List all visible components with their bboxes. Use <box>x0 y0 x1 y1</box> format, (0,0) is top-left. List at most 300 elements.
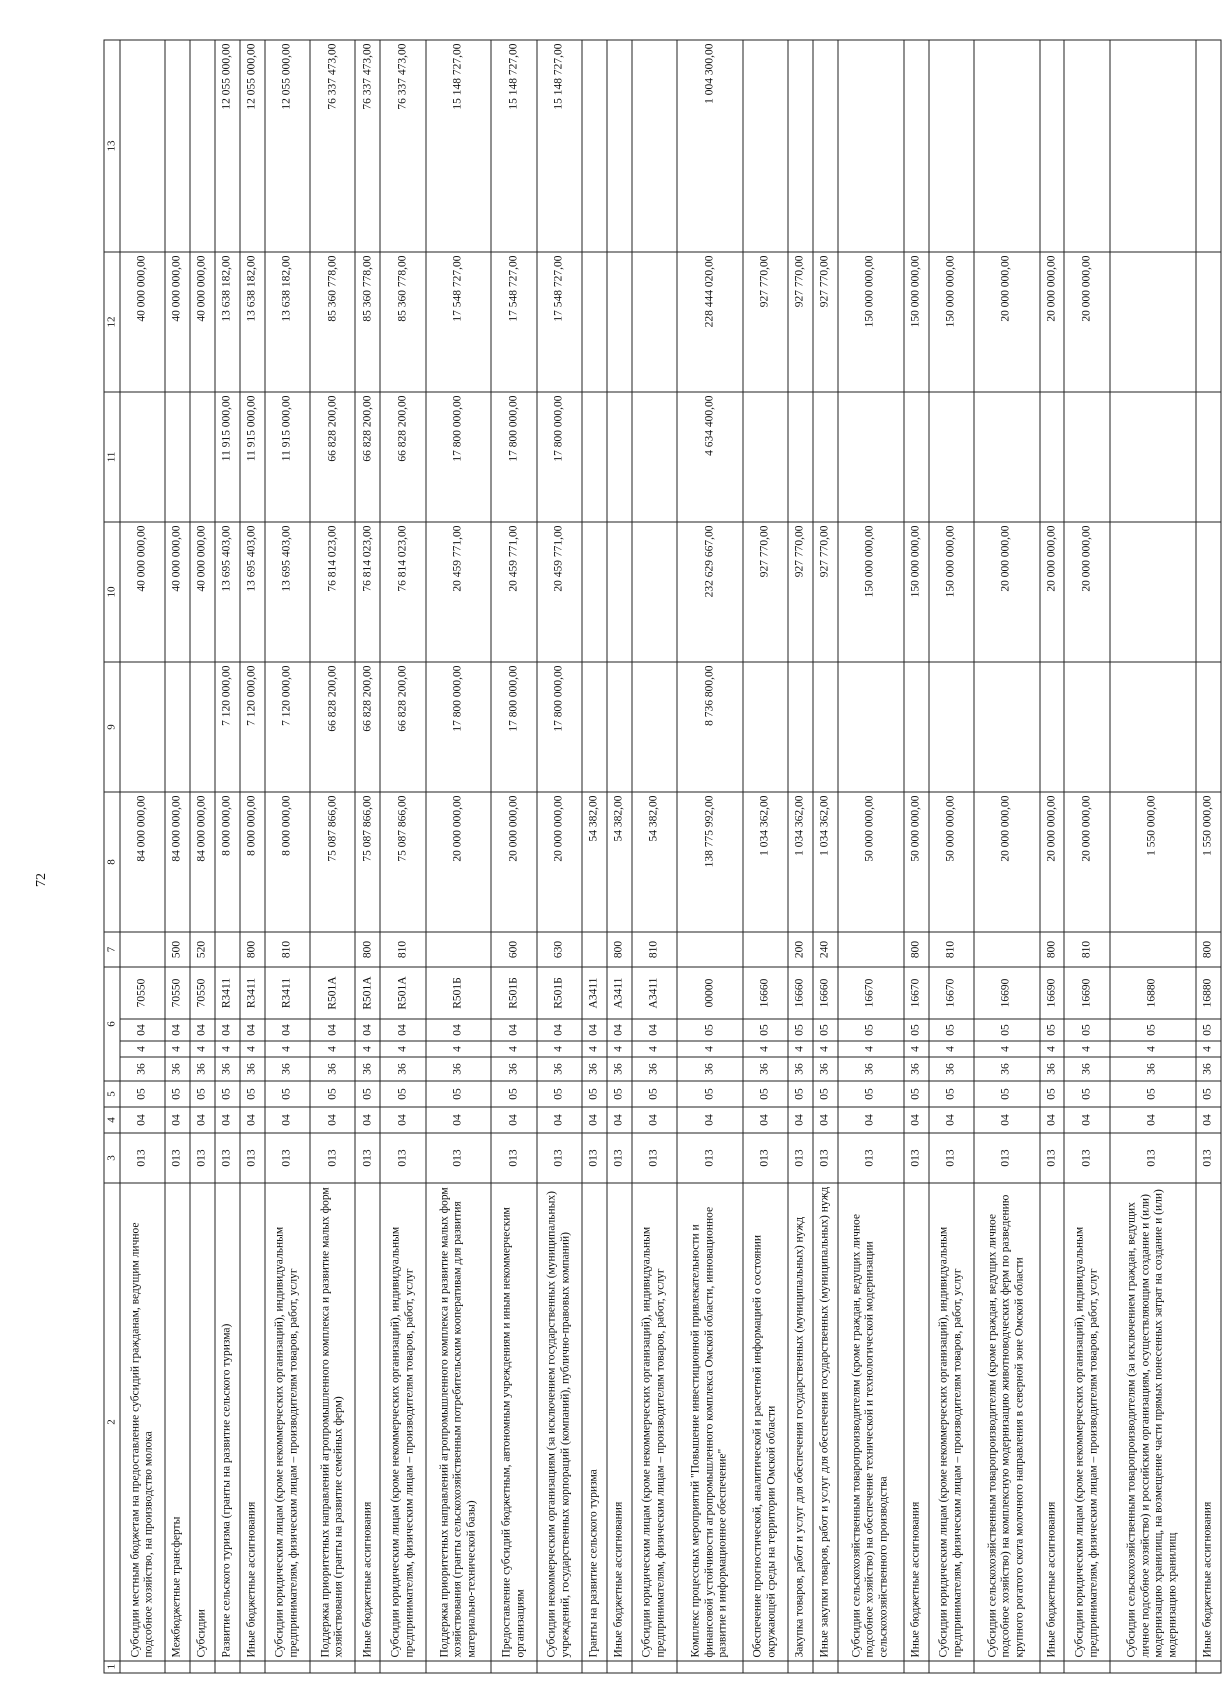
code-4-cell: 04 <box>310 1107 355 1133</box>
amount-10-cell: 927 770,00 <box>813 522 838 662</box>
code-5-cell: 05 <box>632 1081 677 1107</box>
amount-11-cell: 11 915 000,00 <box>215 392 240 522</box>
item-name-cell: Предоставление субсидий бюджетным, автономным учреждениям и иным некоммерческим организациям <box>491 1183 536 1661</box>
code-7-cell: 800 <box>904 932 929 967</box>
code-4-cell: 04 <box>607 1107 632 1133</box>
target-code-direction-cell: 16880 <box>1110 967 1196 1019</box>
target-code-element-cell: 04 <box>607 1019 632 1041</box>
table-row <box>215 40 240 1673</box>
item-name-cell: Иные бюджетные ассигнования <box>1196 1183 1221 1661</box>
amount-9-cell <box>190 662 215 792</box>
code-7-cell: 800 <box>355 932 380 967</box>
code-5-cell: 05 <box>355 1081 380 1107</box>
amount-11-cell: 4 634 400,00 <box>677 392 743 522</box>
item-name-cell: Поддержка приоритетных направлений агропромышленного комплекса и развитие малых форм хозяйствования (гранты на развитие семейных ферм) <box>310 1183 355 1661</box>
code-7-cell: 810 <box>265 932 310 967</box>
target-code-type-cell: 4 <box>265 1041 310 1057</box>
code-3-cell: 013 <box>265 1133 310 1183</box>
amount-10-cell: 20 459 771,00 <box>491 522 536 662</box>
target-code-program-cell: 36 <box>904 1057 929 1081</box>
code-4-cell: 04 <box>1196 1107 1221 1133</box>
col-header-2: 2 <box>104 1183 120 1661</box>
amount-13-cell <box>838 40 904 252</box>
target-code-program-cell: 36 <box>265 1057 310 1081</box>
amount-12-cell <box>1110 252 1196 392</box>
target-code-program-cell: 36 <box>491 1057 536 1081</box>
target-code-element-cell: 04 <box>190 1019 215 1041</box>
code-4-cell: 04 <box>426 1107 492 1133</box>
item-name-cell: Субсидии <box>190 1183 215 1661</box>
target-code-direction-cell: 16670 <box>929 967 974 1019</box>
table-row <box>677 40 743 1673</box>
code-7-cell: 810 <box>380 932 425 967</box>
code-3-cell: 013 <box>904 1133 929 1183</box>
target-code-direction-cell: 16690 <box>974 967 1040 1019</box>
code-4-cell: 04 <box>582 1107 607 1133</box>
amount-12-cell: 228 444 020,00 <box>677 252 743 392</box>
code-7-cell: 240 <box>813 932 838 967</box>
code-5-cell: 05 <box>426 1081 492 1107</box>
amount-10-cell: 232 629 667,00 <box>677 522 743 662</box>
code-5-cell: 05 <box>582 1081 607 1107</box>
code-4-cell: 04 <box>380 1107 425 1133</box>
target-code-type-cell: 4 <box>904 1041 929 1057</box>
amount-13-cell: 15 148 727,00 <box>537 40 582 252</box>
amount-13-cell <box>974 40 1040 252</box>
amount-13-cell: 15 148 727,00 <box>426 40 492 252</box>
table-body <box>120 40 1221 1673</box>
amount-12-cell <box>632 252 677 392</box>
target-code-type-cell: 4 <box>120 1041 165 1057</box>
table-row <box>838 40 904 1673</box>
target-code-direction-cell: R3411 <box>265 967 310 1019</box>
code-3-cell: 013 <box>165 1133 190 1183</box>
target-code-direction-cell: R501А <box>355 967 380 1019</box>
code-5-cell: 05 <box>310 1081 355 1107</box>
target-code-program-cell: 36 <box>120 1057 165 1081</box>
amount-9-cell <box>1110 662 1196 792</box>
code-7-cell: 500 <box>165 932 190 967</box>
amount-10-cell: 927 770,00 <box>788 522 813 662</box>
item-name-cell: Поддержка приоритетных направлений агропромышленного комплекса и развитие малых форм хозяйствования (гранты сельскохозяйственным потребительским кооперативам для развития материально-технической базы) <box>426 1183 492 1661</box>
target-code-type-cell: 4 <box>380 1041 425 1057</box>
target-code-direction-cell: 16660 <box>743 967 788 1019</box>
code-7-cell: 800 <box>240 932 265 967</box>
amount-12-cell: 150 000 000,00 <box>838 252 904 392</box>
item-name-cell: Иные бюджетные ассигнования <box>240 1183 265 1661</box>
amount-9-cell: 66 828 200,00 <box>355 662 380 792</box>
amount-9-cell <box>838 662 904 792</box>
code-3-cell: 013 <box>1064 1133 1109 1183</box>
code-5-cell: 05 <box>974 1081 1040 1107</box>
amount-9-cell: 7 120 000,00 <box>240 662 265 792</box>
item-name-cell: Субсидии сельскохозяйственным товаропроизводителям (кроме граждан, ведущих личное подсобное хозяйство) на обеспечение технической и технологической модернизации сельскохозяйственного производства <box>838 1183 904 1661</box>
amount-11-cell <box>165 392 190 522</box>
amount-13-cell <box>904 40 929 252</box>
code-5-cell: 05 <box>904 1081 929 1107</box>
table-row <box>607 40 632 1673</box>
target-code-type-cell: 4 <box>607 1041 632 1057</box>
item-name-cell: Субсидии сельскохозяйственным товаропроизводителям (кроме граждан, ведущих личное подсобное хозяйство) на комплексную модернизацию животноводческих ферм по разведению крупного рогатого скота молочного направления в северной зоне Омской области <box>974 1183 1040 1661</box>
amount-10-cell: 927 770,00 <box>743 522 788 662</box>
amount-8-cell: 1 034 362,00 <box>788 792 813 932</box>
target-code-type-cell: 4 <box>355 1041 380 1057</box>
row-number-cell <box>190 1661 215 1673</box>
col-header-9: 9 <box>104 662 120 792</box>
target-code-element-cell: 05 <box>974 1019 1040 1041</box>
target-code-direction-cell: 00000 <box>677 967 743 1019</box>
amount-13-cell <box>120 40 165 252</box>
amount-13-cell: 12 055 000,00 <box>215 40 240 252</box>
code-4-cell: 04 <box>929 1107 974 1133</box>
amount-8-cell: 54 382,00 <box>632 792 677 932</box>
amount-11-cell: 66 828 200,00 <box>310 392 355 522</box>
code-3-cell: 013 <box>974 1133 1040 1183</box>
amount-12-cell: 20 000 000,00 <box>1064 252 1109 392</box>
target-code-element-cell: 04 <box>426 1019 492 1041</box>
target-code-element-cell: 04 <box>215 1019 240 1041</box>
code-5-cell: 05 <box>190 1081 215 1107</box>
row-number-cell <box>380 1661 425 1673</box>
target-code-direction-cell: 70550 <box>120 967 165 1019</box>
amount-10-cell: 76 814 023,00 <box>355 522 380 662</box>
amount-12-cell: 40 000 000,00 <box>120 252 165 392</box>
col-header-10: 10 <box>104 522 120 662</box>
amount-8-cell: 20 000 000,00 <box>1064 792 1109 932</box>
item-name-cell: Субсидии юридическим лицам (кроме некоммерческих организаций), индивидуальным предпринимателям, физическим лицам – производителям товаров, работ, услуг <box>265 1183 310 1661</box>
amount-9-cell <box>165 662 190 792</box>
code-7-cell: 800 <box>1196 932 1221 967</box>
amount-10-cell: 150 000 000,00 <box>904 522 929 662</box>
target-code-program-cell: 36 <box>929 1057 974 1081</box>
target-code-direction-cell: А3411 <box>632 967 677 1019</box>
amount-10-cell: 20 459 771,00 <box>537 522 582 662</box>
amount-8-cell: 20 000 000,00 <box>491 792 536 932</box>
row-number-cell <box>491 1661 536 1673</box>
code-7-cell: 810 <box>1064 932 1109 967</box>
amount-9-cell <box>582 662 607 792</box>
target-code-type-cell: 4 <box>974 1041 1040 1057</box>
row-number-cell <box>1196 1661 1221 1673</box>
target-code-element-cell: 04 <box>537 1019 582 1041</box>
col-header-8: 8 <box>104 792 120 932</box>
code-4-cell: 04 <box>215 1107 240 1133</box>
amount-11-cell <box>582 392 607 522</box>
row-number-cell <box>537 1661 582 1673</box>
amount-12-cell <box>607 252 632 392</box>
table-row <box>310 40 355 1673</box>
target-code-type-cell: 4 <box>1064 1041 1109 1057</box>
table-row <box>632 40 677 1673</box>
amount-8-cell: 75 087 866,00 <box>355 792 380 932</box>
amount-8-cell: 84 000 000,00 <box>120 792 165 932</box>
amount-11-cell: 66 828 200,00 <box>380 392 425 522</box>
target-code-direction-cell: 16660 <box>813 967 838 1019</box>
amount-8-cell: 1 034 362,00 <box>813 792 838 932</box>
amount-10-cell <box>632 522 677 662</box>
target-code-program-cell: 36 <box>1196 1057 1221 1081</box>
code-5-cell: 05 <box>215 1081 240 1107</box>
amount-9-cell <box>813 662 838 792</box>
amount-8-cell: 54 382,00 <box>582 792 607 932</box>
amount-10-cell: 40 000 000,00 <box>165 522 190 662</box>
amount-8-cell: 50 000 000,00 <box>929 792 974 932</box>
row-number-cell <box>838 1661 904 1673</box>
amount-9-cell <box>743 662 788 792</box>
item-name-cell: Иные закупки товаров, работ и услуг для обеспечения государственных (муниципальных) нужд <box>813 1183 838 1661</box>
table-row <box>1196 40 1221 1673</box>
code-5-cell: 05 <box>813 1081 838 1107</box>
table-row <box>491 40 536 1673</box>
code-3-cell: 013 <box>582 1133 607 1183</box>
target-code-type-cell: 4 <box>310 1041 355 1057</box>
row-number-cell <box>929 1661 974 1673</box>
amount-13-cell <box>632 40 677 252</box>
item-name-cell: Субсидии юридическим лицам (кроме некоммерческих организаций), индивидуальным предпринимателям, физическим лицам – производителям товаров, работ, услуг <box>1064 1183 1109 1661</box>
target-code-element-cell: 05 <box>788 1019 813 1041</box>
row-number-cell <box>677 1661 743 1673</box>
target-code-program-cell: 36 <box>1040 1057 1065 1081</box>
code-7-cell <box>310 932 355 967</box>
code-5-cell: 05 <box>265 1081 310 1107</box>
row-number-cell <box>1064 1661 1109 1673</box>
target-code-type-cell: 4 <box>491 1041 536 1057</box>
amount-9-cell <box>788 662 813 792</box>
item-name-cell: Иные бюджетные ассигнования <box>607 1183 632 1661</box>
amount-10-cell: 40 000 000,00 <box>120 522 165 662</box>
code-5-cell: 05 <box>1040 1081 1065 1107</box>
amount-13-cell <box>788 40 813 252</box>
row-number-cell <box>788 1661 813 1673</box>
row-number-cell <box>743 1661 788 1673</box>
target-code-type-cell: 4 <box>165 1041 190 1057</box>
amount-13-cell: 15 148 727,00 <box>491 40 536 252</box>
code-7-cell: 800 <box>1040 932 1065 967</box>
amount-9-cell <box>1040 662 1065 792</box>
row-number-cell <box>426 1661 492 1673</box>
target-code-direction-cell: 16690 <box>1064 967 1109 1019</box>
code-4-cell: 04 <box>265 1107 310 1133</box>
target-code-direction-cell: 16880 <box>1196 967 1221 1019</box>
amount-11-cell <box>813 392 838 522</box>
amount-12-cell: 927 770,00 <box>788 252 813 392</box>
target-code-type-cell: 4 <box>677 1041 743 1057</box>
amount-11-cell <box>838 392 904 522</box>
target-code-type-cell: 4 <box>813 1041 838 1057</box>
code-4-cell: 04 <box>355 1107 380 1133</box>
target-code-program-cell: 36 <box>380 1057 425 1081</box>
code-3-cell: 013 <box>120 1133 165 1183</box>
col-header-12: 12 <box>104 252 120 392</box>
item-name-cell: Субсидии юридическим лицам (кроме некоммерческих организаций), индивидуальным предпринимателям, физическим лицам – производителям товаров, работ, услуг <box>380 1183 425 1661</box>
target-code-element-cell: 04 <box>120 1019 165 1041</box>
target-code-element-cell: 04 <box>240 1019 265 1041</box>
col-header-1: 1 <box>104 1661 120 1673</box>
row-number-cell <box>1040 1661 1065 1673</box>
amount-11-cell <box>1196 392 1221 522</box>
code-4-cell: 04 <box>165 1107 190 1133</box>
row-number-cell <box>582 1661 607 1673</box>
item-name-cell: Иные бюджетные ассигнования <box>904 1183 929 1661</box>
code-5-cell: 05 <box>677 1081 743 1107</box>
target-code-direction-cell: R501Б <box>537 967 582 1019</box>
amount-9-cell <box>929 662 974 792</box>
table-row <box>355 40 380 1673</box>
row-number-cell <box>1110 1661 1196 1673</box>
target-code-element-cell: 05 <box>1064 1019 1109 1041</box>
table-row <box>582 40 607 1673</box>
target-code-element-cell: 05 <box>743 1019 788 1041</box>
amount-11-cell <box>904 392 929 522</box>
col-header-3: 3 <box>104 1133 120 1183</box>
code-5-cell: 05 <box>607 1081 632 1107</box>
target-code-element-cell: 04 <box>632 1019 677 1041</box>
amount-12-cell: 150 000 000,00 <box>904 252 929 392</box>
amount-8-cell: 50 000 000,00 <box>838 792 904 932</box>
row-number-cell <box>165 1661 190 1673</box>
amount-12-cell: 150 000 000,00 <box>929 252 974 392</box>
code-4-cell: 04 <box>1110 1107 1196 1133</box>
code-7-cell: 630 <box>537 932 582 967</box>
code-3-cell: 013 <box>743 1133 788 1183</box>
code-3-cell: 013 <box>677 1133 743 1183</box>
table-row <box>120 40 165 1673</box>
amount-10-cell: 150 000 000,00 <box>838 522 904 662</box>
code-7-cell: 810 <box>632 932 677 967</box>
table-row <box>929 40 974 1673</box>
amount-12-cell: 20 000 000,00 <box>1040 252 1065 392</box>
amount-11-cell <box>1064 392 1109 522</box>
amount-11-cell: 17 800 000,00 <box>537 392 582 522</box>
amount-9-cell: 66 828 200,00 <box>380 662 425 792</box>
code-7-cell <box>215 932 240 967</box>
target-code-direction-cell: 16660 <box>788 967 813 1019</box>
code-5-cell: 05 <box>743 1081 788 1107</box>
amount-11-cell <box>607 392 632 522</box>
amount-13-cell: 76 337 473,00 <box>310 40 355 252</box>
target-code-type-cell: 4 <box>240 1041 265 1057</box>
amount-10-cell: 76 814 023,00 <box>310 522 355 662</box>
target-code-direction-cell: R501А <box>310 967 355 1019</box>
code-3-cell: 013 <box>355 1133 380 1183</box>
code-7-cell <box>974 932 1040 967</box>
target-code-direction-cell: 16670 <box>838 967 904 1019</box>
amount-13-cell <box>929 40 974 252</box>
target-code-element-cell: 05 <box>1040 1019 1065 1041</box>
target-code-direction-cell: 70550 <box>190 967 215 1019</box>
code-3-cell: 013 <box>788 1133 813 1183</box>
code-3-cell: 013 <box>310 1133 355 1183</box>
col-header-13: 13 <box>104 40 120 252</box>
amount-9-cell <box>632 662 677 792</box>
table-row <box>1110 40 1196 1673</box>
code-7-cell: 600 <box>491 932 536 967</box>
budget-table-page <box>104 41 1222 1674</box>
amount-12-cell: 85 360 778,00 <box>310 252 355 392</box>
amount-8-cell: 50 000 000,00 <box>904 792 929 932</box>
target-code-type-cell: 4 <box>1040 1041 1065 1057</box>
amount-9-cell: 8 736 800,00 <box>677 662 743 792</box>
row-number-cell <box>974 1661 1040 1673</box>
code-3-cell: 013 <box>607 1133 632 1183</box>
item-name-cell: Субсидии сельскохозяйственным товаропроизводителям (за исключением граждан, ведущих личное подсобное хозяйство) и российским организациям, осуществляющим создание и (или) модернизацию хранилищ, на возмещение части прямых понесенных затрат на создание и (или) модернизацию хранилищ <box>1110 1183 1196 1661</box>
item-name-cell: Субсидии юридическим лицам (кроме некоммерческих организаций), индивидуальным предпринимателям, физическим лицам – производителям товаров, работ, услуг <box>929 1183 974 1661</box>
page-number: 72 <box>34 873 49 887</box>
code-3-cell: 013 <box>426 1133 492 1183</box>
target-code-program-cell: 36 <box>632 1057 677 1081</box>
code-7-cell <box>120 932 165 967</box>
target-code-element-cell: 04 <box>165 1019 190 1041</box>
amount-12-cell <box>1196 252 1221 392</box>
amount-9-cell: 7 120 000,00 <box>265 662 310 792</box>
amount-9-cell: 17 800 000,00 <box>491 662 536 792</box>
amount-8-cell: 20 000 000,00 <box>537 792 582 932</box>
item-name-cell: Иные бюджетные ассигнования <box>355 1183 380 1661</box>
amount-12-cell: 927 770,00 <box>743 252 788 392</box>
target-code-program-cell: 36 <box>838 1057 904 1081</box>
target-code-program-cell: 36 <box>677 1057 743 1081</box>
amount-13-cell <box>1064 40 1109 252</box>
table-row <box>190 40 215 1673</box>
code-7-cell <box>743 932 788 967</box>
amount-9-cell <box>904 662 929 792</box>
amount-11-cell <box>1110 392 1196 522</box>
item-name-cell: Межбюджетные трансферты <box>165 1183 190 1661</box>
code-3-cell: 013 <box>1040 1133 1065 1183</box>
amount-9-cell <box>120 662 165 792</box>
target-code-type-cell: 4 <box>743 1041 788 1057</box>
amount-9-cell <box>974 662 1040 792</box>
target-code-program-cell: 36 <box>1110 1057 1196 1081</box>
amount-8-cell: 20 000 000,00 <box>974 792 1040 932</box>
item-name-cell: Субсидии местным бюджетам на предоставление субсидий гражданам, ведущим личное подсобное хозяйство, на производство молока <box>120 1183 165 1661</box>
column-number-header-row <box>104 40 120 1673</box>
amount-8-cell: 1 034 362,00 <box>743 792 788 932</box>
amount-11-cell <box>190 392 215 522</box>
code-7-cell <box>582 932 607 967</box>
code-4-cell: 04 <box>788 1107 813 1133</box>
code-5-cell: 05 <box>1110 1081 1196 1107</box>
target-code-program-cell: 36 <box>426 1057 492 1081</box>
target-code-program-cell: 36 <box>240 1057 265 1081</box>
amount-8-cell: 1 550 000,00 <box>1110 792 1196 932</box>
col-header-4: 4 <box>104 1107 120 1133</box>
amount-8-cell: 84 000 000,00 <box>165 792 190 932</box>
amount-11-cell <box>632 392 677 522</box>
table-row <box>974 40 1040 1673</box>
code-7-cell: 200 <box>788 932 813 967</box>
target-code-element-cell: 04 <box>582 1019 607 1041</box>
amount-13-cell: 1 004 300,00 <box>677 40 743 252</box>
amount-8-cell: 138 775 992,00 <box>677 792 743 932</box>
code-5-cell: 05 <box>788 1081 813 1107</box>
amount-11-cell <box>974 392 1040 522</box>
row-number-cell <box>355 1661 380 1673</box>
target-code-element-cell: 05 <box>904 1019 929 1041</box>
code-3-cell: 013 <box>240 1133 265 1183</box>
item-name-cell: Развитие сельского туризма (гранты на развитие сельского туризма) <box>215 1183 240 1661</box>
table-row <box>743 40 788 1673</box>
amount-10-cell: 20 000 000,00 <box>974 522 1040 662</box>
code-7-cell <box>426 932 492 967</box>
code-5-cell: 05 <box>1064 1081 1109 1107</box>
amount-10-cell <box>1110 522 1196 662</box>
code-3-cell: 013 <box>1196 1133 1221 1183</box>
target-code-program-cell: 36 <box>1064 1057 1109 1081</box>
amount-11-cell: 17 800 000,00 <box>491 392 536 522</box>
amount-10-cell: 20 459 771,00 <box>426 522 492 662</box>
amount-13-cell: 12 055 000,00 <box>240 40 265 252</box>
